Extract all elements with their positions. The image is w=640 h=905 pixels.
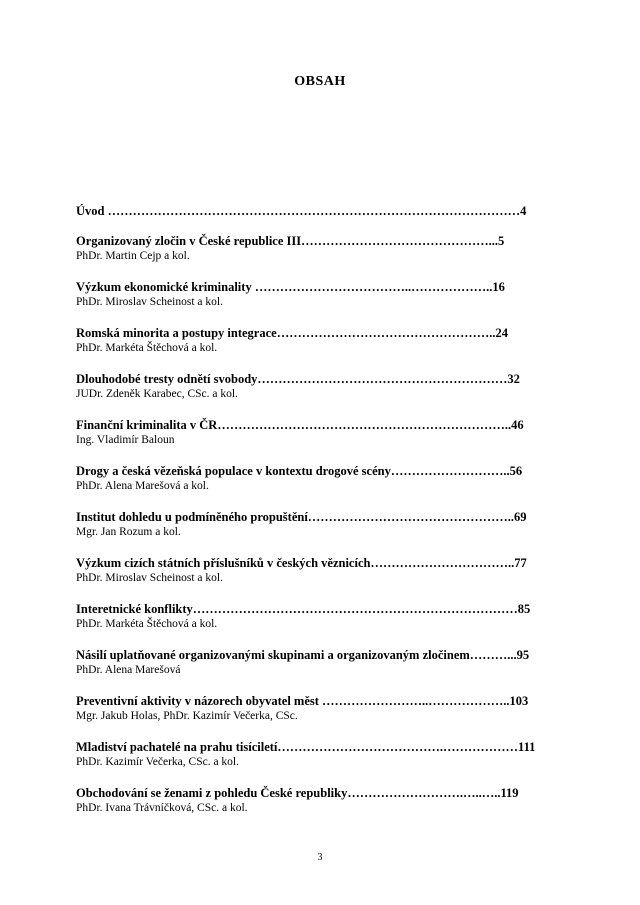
page-title: OBSAH — [294, 74, 346, 89]
toc-entry-author: JUDr. Zdeněk Karabec, CSc. a kol. — [76, 388, 238, 400]
toc-entry-title: Organizovaný zločin v České republice III………………………………………...5 — [76, 234, 505, 248]
toc-entry — [76, 509, 556, 555]
toc-entry — [76, 555, 556, 601]
toc-entry — [76, 371, 556, 417]
toc-entry-title: Násilí uplatňované organizovanými skupinami a organizovaným zločinem………...95 — [76, 648, 530, 662]
toc-entry-title: Výzkum ekonomické kriminality ………………………………..………………..16 — [76, 280, 505, 294]
toc-entry-author: PhDr. Alena Marešová — [76, 664, 181, 676]
toc-entry — [76, 785, 556, 831]
toc-entry — [76, 693, 556, 739]
toc-entry-title: Drogy a česká vězeňská populace v kontextu drogové scény………………………..56 — [76, 464, 523, 478]
toc-entry-author: PhDr. Kazimír Večerka, CSc. a kol. — [76, 756, 239, 768]
toc-entry-title: Romská minorita a postupy integrace……………………………………………..24 — [76, 326, 508, 340]
toc-entry-author: PhDr. Martin Cejp a kol. — [76, 250, 190, 262]
toc-entry — [76, 417, 556, 463]
toc-entry-title: Dlouhodobé tresty odnětí svobody……………………………………………………32 — [76, 372, 520, 386]
toc-entry-title: Výzkum cizích státních příslušníků v českých věznicích……………………………..77 — [76, 556, 527, 570]
toc-entry-author: PhDr. Alena Marešová a kol. — [76, 480, 209, 492]
toc-entry — [76, 739, 556, 785]
toc-entry-author: Ing. Vladimír Baloun — [76, 434, 175, 446]
toc-entry-title: Finanční kriminalita v ČR……………………………………………………………..46 — [76, 418, 524, 432]
toc-entry-author: PhDr. Miroslav Scheinost a kol. — [76, 572, 223, 584]
toc-entry — [76, 463, 556, 509]
toc-entry-title: Institut dohledu u podmíněného propuštění…………………………………………..69 — [76, 510, 527, 524]
toc-entry — [76, 325, 556, 371]
toc-entry-author: Mgr. Jan Rozum a kol. — [76, 526, 181, 538]
toc-entry — [76, 233, 556, 279]
table-of-contents — [76, 203, 556, 831]
toc-entry-title: Obchodování se ženami z pohledu České republiky……………………….…..…..119 — [76, 786, 519, 800]
toc-entry-title: Interetnické konflikty……………………………………………………………………85 — [76, 602, 531, 616]
toc-entry-title: Mladiství pachatelé na prahu tisíciletí………………………………….………………111 — [76, 740, 536, 754]
toc-entry-author: PhDr. Miroslav Scheinost a kol. — [76, 296, 223, 308]
toc-entry — [76, 203, 556, 233]
toc-entry-title: Úvod ………………………………………………………………………………………4 — [76, 204, 527, 218]
toc-entry-author: Mgr. Jakub Holas, PhDr. Kazimír Večerka, CSc. — [76, 710, 298, 722]
page-number: 3 — [317, 852, 323, 863]
toc-entry — [76, 279, 556, 325]
toc-entry-title: Preventivní aktivity v názorech obyvatel měst ……………………..………………..103 — [76, 694, 529, 708]
toc-entry — [76, 647, 556, 693]
toc-entry — [76, 601, 556, 647]
toc-entry-author: PhDr. Markéta Štěchová a kol. — [76, 618, 218, 630]
toc-entry-author: PhDr. Markéta Štěchová a kol. — [76, 342, 218, 354]
toc-entry-author: PhDr. Ivana Trávníčková, CSc. a kol. — [76, 802, 248, 814]
